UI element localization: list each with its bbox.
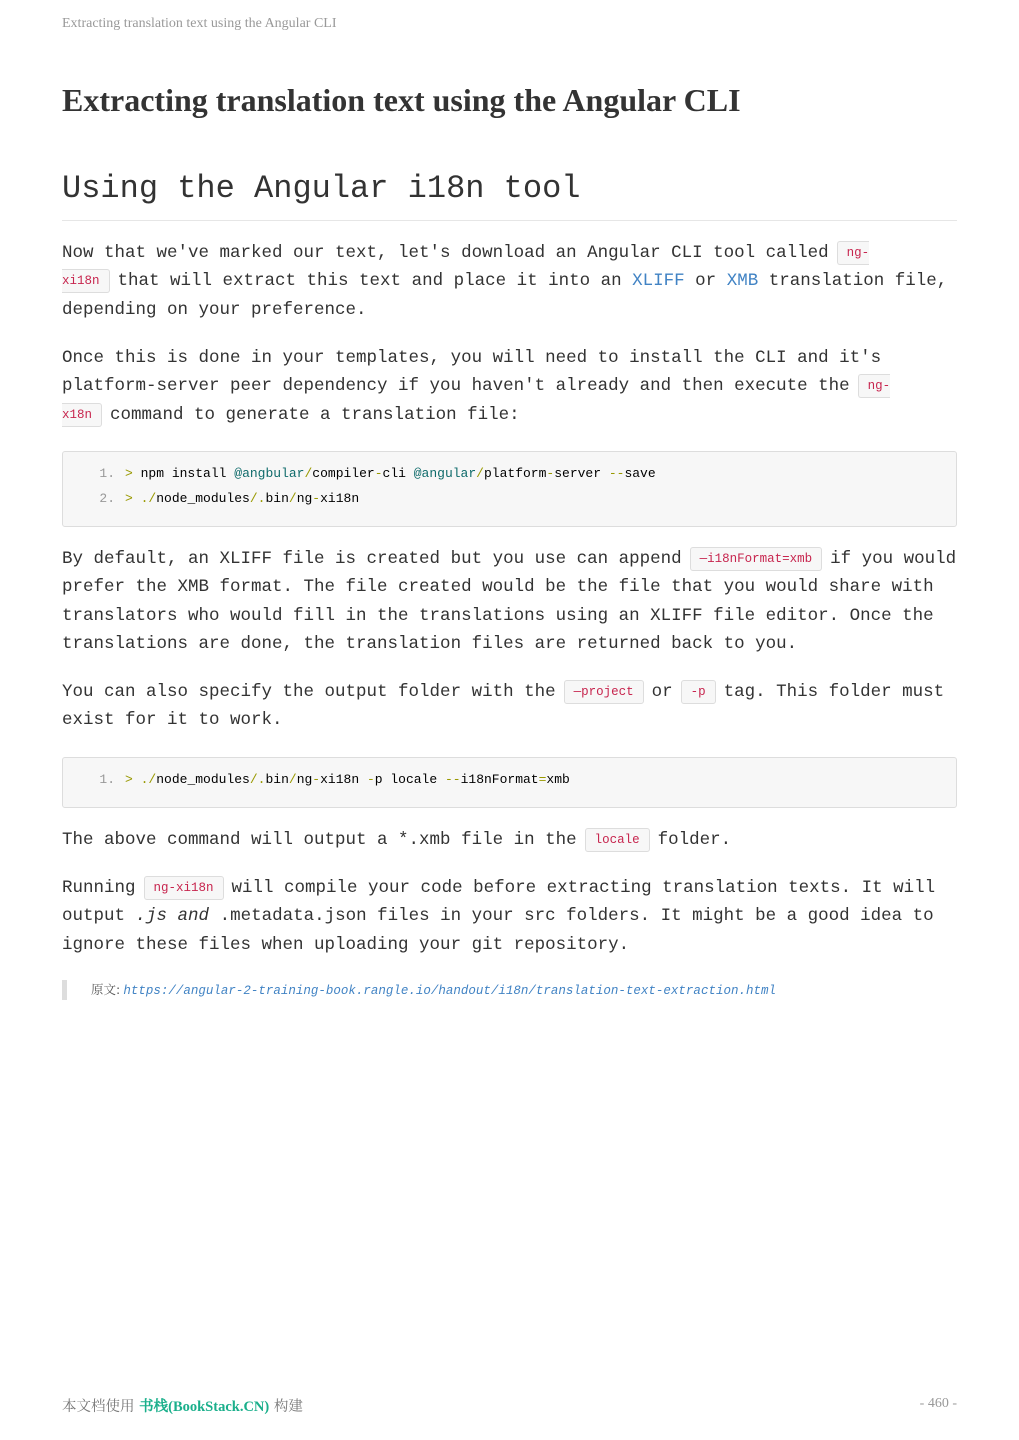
- code-token: ng: [296, 491, 313, 506]
- paragraph-text: Now that we've marked our text, let's download an Angular CLI tool called: [62, 243, 829, 263]
- section-heading: Using the Angular i18n tool: [62, 166, 957, 221]
- code-token: p locale: [374, 772, 438, 787]
- inline-code: locale: [585, 828, 650, 852]
- code-token: ./: [140, 491, 157, 506]
- paragraph-output-folder: [62, 678, 957, 735]
- code-line: [63, 461, 956, 486]
- code-token: >: [125, 491, 133, 506]
- code-token: xmb: [546, 772, 570, 787]
- paragraph-text: Running: [62, 878, 136, 898]
- paragraph-text: The above command will output a *.xmb file in the: [62, 830, 577, 850]
- code-token: bin: [265, 491, 289, 506]
- line-number: 1.: [99, 466, 115, 481]
- running-header: Extracting translation text using the Angular CLI: [62, 16, 337, 31]
- page-number: - 460 -: [919, 1396, 957, 1411]
- code-token: server: [554, 466, 602, 481]
- source-blockquote: [62, 980, 971, 1000]
- line-number: 2.: [99, 491, 115, 506]
- code-token: -: [546, 466, 555, 481]
- code-token: xi18n: [320, 772, 360, 787]
- code-token: -: [312, 772, 321, 787]
- code-token: --: [444, 772, 461, 787]
- code-token: platform: [483, 466, 547, 481]
- footer-prefix: 本文档使用: [62, 1399, 135, 1415]
- bookstack-link[interactable]: 书栈(BookStack.CN): [139, 1399, 270, 1415]
- paragraph-text: translation file, depending on your preference.: [62, 271, 948, 320]
- code-token: save: [624, 466, 656, 481]
- paragraph-default-format: [62, 545, 957, 658]
- code-token: bin: [265, 772, 289, 787]
- code-token: -: [366, 772, 375, 787]
- inline-code: ng-xi18n: [62, 241, 869, 293]
- code-token: @angular: [413, 466, 477, 481]
- inline-code: —project: [564, 680, 644, 704]
- code-token: >: [125, 466, 133, 481]
- code-token: /: [288, 772, 297, 787]
- code-block: [62, 451, 957, 527]
- source-label: 原文:: [91, 982, 121, 997]
- code-block: [62, 757, 957, 808]
- code-token: ng: [296, 772, 313, 787]
- paragraph-intro: [62, 239, 957, 324]
- code-token: /: [288, 491, 297, 506]
- paragraph-text: .metadata.json files in your src folders. It might be a good idea to ignore these files when uploading your git repository.: [62, 906, 934, 955]
- paragraph-text: command to generate a translation file:: [110, 404, 520, 425]
- paragraph-install: [62, 344, 957, 429]
- code-token: /: [476, 466, 484, 481]
- paragraph-running: [62, 874, 957, 959]
- paragraph-text: Once this is done in your templates, you will need to install the CLI and it's platform-server peer dependency if you haven't already and then execute the: [62, 348, 882, 397]
- code-token: --: [608, 466, 625, 481]
- emphasis-text: .js and: [135, 906, 210, 927]
- paragraph-text: or: [695, 271, 717, 292]
- page-title: Extracting translation text using the Angular CLI: [62, 82, 741, 118]
- paragraph-text: tag. This folder must exist for it to work.: [62, 682, 945, 731]
- code-token: ./: [140, 772, 157, 787]
- footer-suffix: 构建: [273, 1399, 303, 1415]
- code-token: compiler: [312, 466, 375, 481]
- paragraph-text: if you would prefer the XMB format. The file created would be the file that you would share with translators who would fill in the translations using an XLIFF file editor. Once the translations are done, the translation files are returned back to you.: [62, 549, 957, 654]
- inline-code: —i18nFormat=xmb: [690, 547, 823, 571]
- xliff-link[interactable]: XLIFF: [632, 271, 685, 292]
- paragraph-text: folder.: [657, 830, 732, 850]
- code-token: -: [312, 491, 321, 506]
- code-token: -: [374, 466, 383, 481]
- inline-code: ng-x18n: [62, 374, 890, 426]
- footer-credit: [62, 1395, 303, 1416]
- paragraph-text: that will extract this text and place it into an: [117, 271, 622, 292]
- source-link[interactable]: https://angular-2-training-book.rangle.io/handout/i18n/translation-text-extraction.html: [123, 984, 776, 998]
- code-token: =: [538, 772, 547, 787]
- code-token: /.: [249, 772, 266, 787]
- code-line: [63, 486, 956, 511]
- code-token: cli: [382, 466, 406, 481]
- code-token: node_modules: [156, 772, 250, 787]
- paragraph-xmb-output: [62, 826, 957, 854]
- code-token: /: [304, 466, 313, 481]
- code-line: [63, 767, 956, 792]
- xmb-link[interactable]: XMB: [726, 271, 759, 292]
- code-token: xi18n: [320, 491, 360, 506]
- paragraph-text: will compile your code before extracting translation texts. It will output: [62, 878, 936, 927]
- code-token: npm install: [140, 466, 227, 481]
- code-token: node_modules: [156, 491, 250, 506]
- paragraph-text: or: [651, 682, 673, 702]
- code-token: >: [125, 772, 133, 787]
- paragraph-text: By default, an XLIFF file is created but you use can append: [62, 549, 682, 569]
- line-number: 1.: [99, 772, 115, 787]
- code-token: /.: [249, 491, 266, 506]
- paragraph-text: You can also specify the output folder with the: [62, 682, 556, 702]
- inline-code: -p: [681, 680, 716, 704]
- code-token: i18nFormat: [460, 772, 539, 787]
- code-token: @angbular: [234, 466, 305, 481]
- inline-code: ng-xi18n: [144, 876, 224, 900]
